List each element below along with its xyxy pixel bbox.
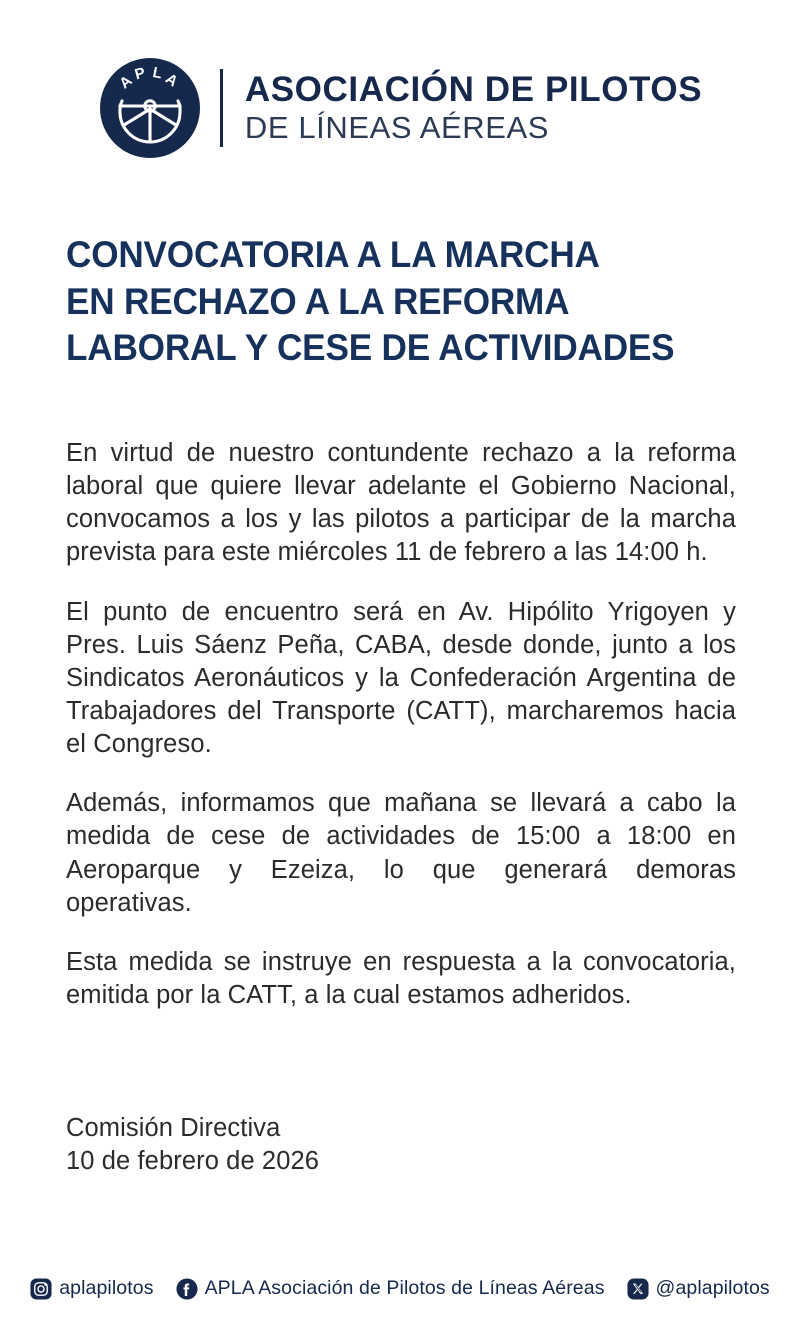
announcement-body	[66, 437, 736, 1012]
social-handle-facebook: APLA Asociación de Pilotos de Líneas Aéreas	[204, 1277, 605, 1299]
instagram-icon	[30, 1278, 52, 1300]
signature-block	[66, 1112, 736, 1178]
org-name-line2: DE LÍNEAS AÉREAS	[244, 109, 550, 145]
page-header	[0, 48, 800, 168]
signature-author: Comisión Directiva	[66, 1114, 281, 1142]
page-title-line3: LABORAL Y CESE DE ACTIVIDADES	[66, 327, 675, 369]
page-title-line2: EN RECHAZO A LA REFORMA	[66, 280, 570, 322]
apla-yoke-logo-icon	[98, 56, 202, 160]
social-link-x[interactable]	[627, 1277, 770, 1300]
x-twitter-icon	[627, 1278, 649, 1300]
body-paragraph: Además, informamos que mañana se llevará a cabo la medida de cese de actividades de 15:00 a 18:00 en Aeroparque y Ezeiza, lo que generará demoras operativas.	[66, 789, 736, 917]
svg-text:L: L	[151, 63, 164, 83]
page-title	[66, 232, 766, 372]
org-name-line1: ASOCIACIÓN DE PILOTOS	[244, 69, 703, 109]
social-handle-instagram: aplapilotos	[59, 1277, 154, 1299]
body-paragraph: El punto de encuentro será en Av. Hipólito Yrigoyen y Pres. Luis Sáenz Peña, CABA, desde donde, junto a los Sindicatos Aeronáuticos y la Confederación Argentina de Trabajadores del Transporte (CATT), marcharemos hacia el Congreso.	[66, 597, 736, 759]
svg-text:A: A	[116, 72, 136, 93]
svg-text:P: P	[132, 64, 147, 84]
page-title-line1: CONVOCATORIA A LA MARCHA	[66, 234, 600, 275]
facebook-icon	[176, 1278, 198, 1300]
social-footer	[0, 1277, 800, 1300]
body-paragraph: Esta medida se instruye en respuesta a la convocatoria, emitida por la CATT, a la cual estamos adheridos.	[66, 947, 736, 1009]
social-link-facebook[interactable]	[176, 1277, 605, 1300]
header-divider	[220, 69, 223, 147]
signature-date: 10 de febrero de 2026	[66, 1147, 320, 1176]
body-paragraph: En virtud de nuestro contundente rechazo a la reforma laboral que quiere llevar adelante el Gobierno Nacional, convocamos a los y las pilotos a participar de la marcha prevista para este miércoles 11 de febrero a las 14:00 h.	[66, 439, 736, 567]
svg-text:A: A	[162, 70, 181, 91]
social-handle-x: @aplapilotos	[655, 1277, 770, 1299]
social-link-instagram[interactable]	[30, 1277, 153, 1300]
organization-name	[245, 71, 702, 146]
